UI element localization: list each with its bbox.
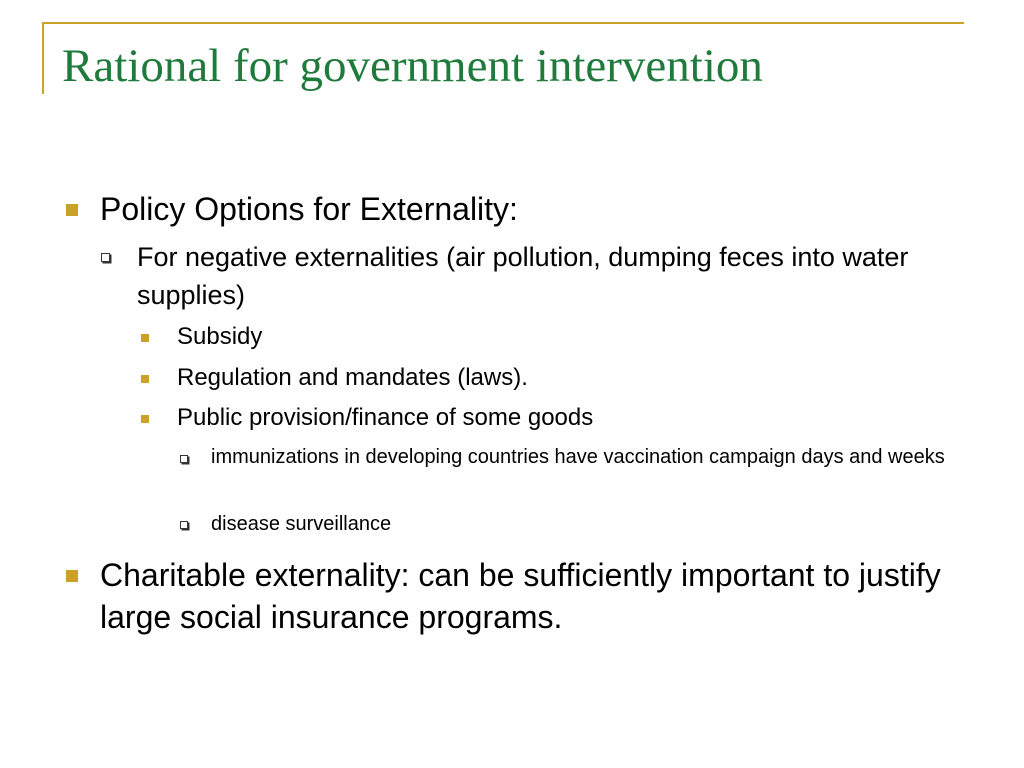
slide-title: Rational for government intervention xyxy=(62,40,763,92)
bullet-charitable-externality: Charitable externality: can be sufficiently important to justify large social insurance programs. xyxy=(100,557,941,635)
bullet-immunizations: immunizations in developing countries have vaccination campaign days and weeks xyxy=(211,446,945,468)
bullet-disease-surveillance: disease surveillance xyxy=(211,513,392,535)
bullet-policy-options: Policy Options for Externality: xyxy=(100,191,518,227)
bullet-regulation: Regulation and mandates (laws). xyxy=(177,364,528,391)
square-bullet-icon xyxy=(141,415,149,423)
bullet-public-provision: Public provision/finance of some goods xyxy=(177,404,594,431)
square-bullet-icon xyxy=(66,204,78,216)
hollow-box-bullet-icon xyxy=(101,253,110,262)
hollow-box-bullet-icon xyxy=(180,521,188,529)
bullet-subsidy: Subsidy xyxy=(177,323,263,350)
bullet-negative-externalities: For negative externalities (air pollution, dumping feces into water supplies) xyxy=(137,242,909,310)
square-bullet-icon xyxy=(141,375,149,383)
square-bullet-icon xyxy=(66,570,78,582)
hollow-box-bullet-icon xyxy=(180,455,188,463)
square-bullet-icon xyxy=(141,334,149,342)
